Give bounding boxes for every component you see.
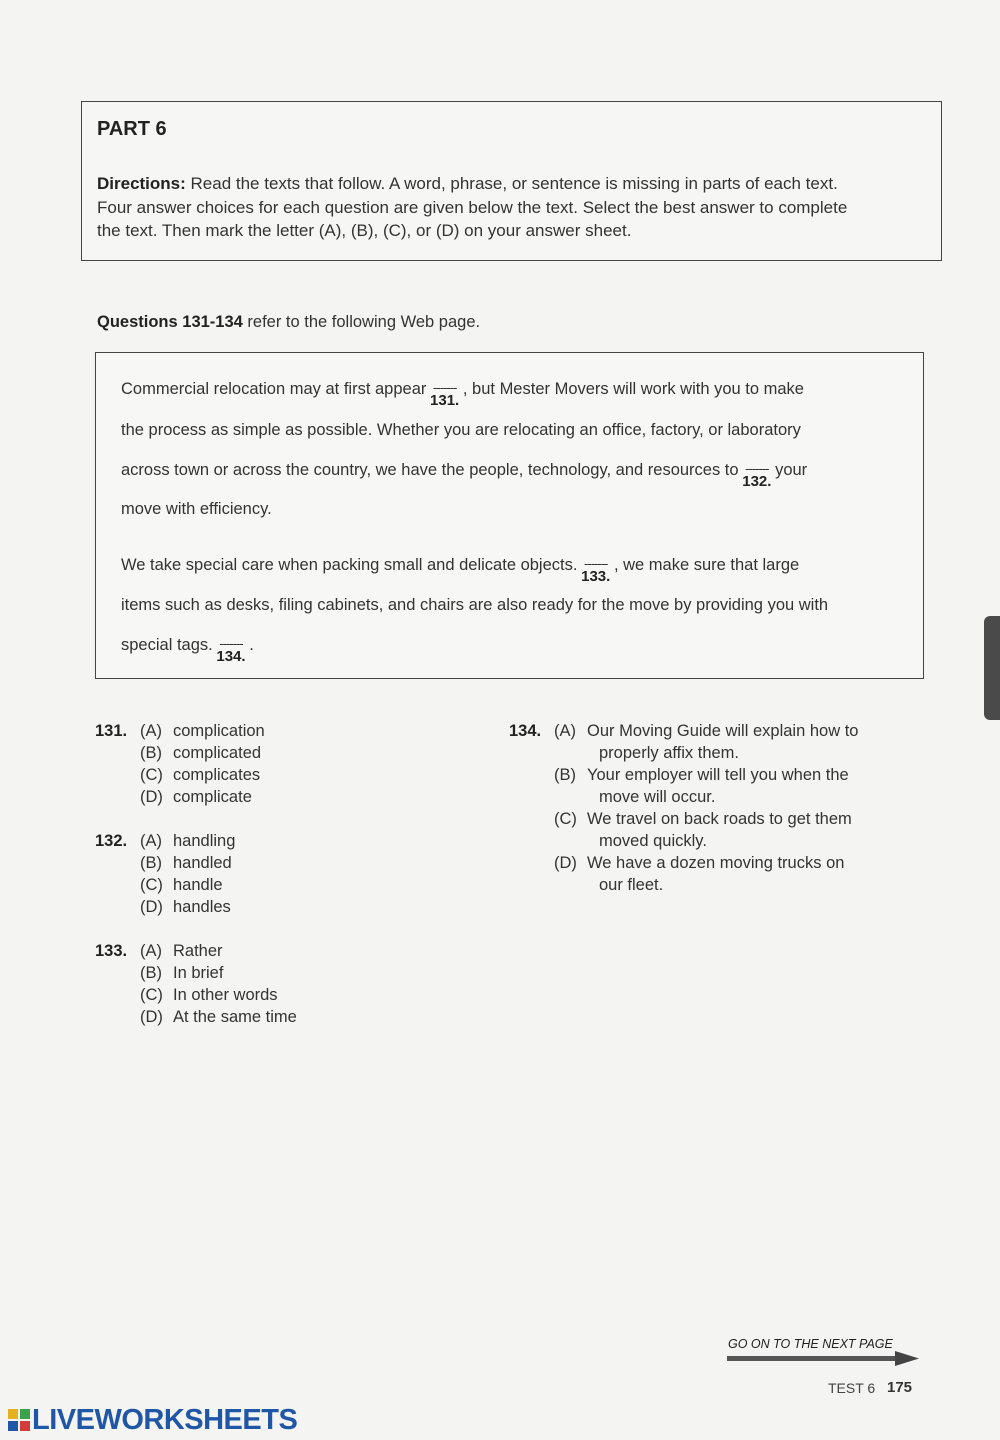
liveworksheets-logo-icon	[8, 1409, 30, 1431]
test-side-tab	[984, 616, 1000, 720]
passage-text: , but Mester Movers will work with you to make	[462, 380, 804, 398]
blank-number: 131.	[430, 392, 460, 409]
option-label[interactable]: (A)	[140, 942, 162, 960]
next-page-arrow-icon	[727, 1351, 919, 1367]
passage-text: , we make sure that large	[613, 556, 800, 574]
blank-131[interactable]	[430, 380, 460, 409]
blank-number: 133.	[581, 568, 611, 585]
passage-text: .	[249, 636, 254, 654]
blank-number: 134.	[216, 648, 246, 665]
passage-text: your	[775, 461, 808, 479]
option-label[interactable]: (D)	[554, 854, 577, 872]
directions-line-3: the text. Then mark the letter (A), (B), (C), or (D) on your answer sheet.	[97, 221, 632, 240]
option-label[interactable]: (B)	[140, 744, 162, 762]
directions-line-2: Four answer choices for each question are given below the text. Select the best answer to complete	[97, 197, 848, 217]
directions-label: Directions:	[97, 174, 186, 193]
option-132-b[interactable]: handled	[173, 854, 232, 872]
option-label[interactable]: (C)	[140, 766, 163, 784]
option-132-a[interactable]: handling	[173, 832, 236, 850]
passage-text: across town or across the country, we have the people, technology, and resources to	[121, 461, 739, 479]
question-131	[95, 720, 395, 808]
option-label[interactable]: (B)	[554, 766, 576, 784]
option-133-b[interactable]: In brief	[173, 964, 224, 982]
question-134	[509, 720, 909, 896]
option-132-d[interactable]: handles	[173, 898, 231, 916]
passage-line-7	[121, 636, 254, 665]
option-133-c[interactable]: In other words	[173, 986, 278, 1004]
option-131-b[interactable]: complicated	[173, 744, 262, 762]
next-page-label: GO ON TO THE NEXT PAGE	[728, 1337, 893, 1351]
question-number: 132.	[95, 832, 128, 850]
part-title: PART 6	[97, 118, 167, 140]
passage-line-2: the process as simple as possible. Whether you are relocating an office, factory, or laboratory	[121, 421, 801, 439]
option-label[interactable]: (C)	[140, 876, 163, 894]
passage-text: special tags.	[121, 636, 213, 654]
blank-133[interactable]	[581, 556, 611, 585]
blank-dashes: -------	[584, 556, 608, 571]
questions-intro	[97, 313, 480, 332]
passage-line-6: items such as desks, filing cabinets, and chairs are also ready for the move by providing you with	[121, 596, 829, 614]
option-134-b[interactable]: Your employer will tell you when the	[587, 766, 849, 784]
blank-dashes: -------	[432, 380, 457, 395]
option-134-d-cont[interactable]: our fleet.	[599, 876, 664, 894]
question-number: 133.	[95, 942, 128, 960]
question-133	[95, 940, 395, 1028]
blank-number: 132.	[742, 473, 772, 490]
questions-intro-text: refer to the following Web page.	[242, 313, 481, 331]
option-132-c[interactable]: handle	[173, 876, 223, 894]
page-number: 175	[887, 1379, 913, 1396]
option-134-b-cont[interactable]: move will occur.	[599, 788, 716, 806]
option-134-a-cont[interactable]: properly affix them.	[599, 744, 740, 762]
question-132	[95, 830, 395, 918]
directions-text	[97, 172, 927, 243]
option-133-d[interactable]: At the same time	[173, 1008, 297, 1026]
option-134-c[interactable]: We travel on back roads to get them	[587, 810, 852, 828]
passage-line-5	[121, 556, 800, 585]
blank-134[interactable]	[216, 636, 246, 665]
option-134-d[interactable]: We have a dozen moving trucks on	[587, 854, 845, 872]
option-label[interactable]: (C)	[140, 986, 163, 1004]
option-131-a[interactable]: complication	[173, 722, 265, 740]
passage-line-1	[121, 380, 804, 409]
blank-dashes: -------	[219, 636, 243, 651]
option-label[interactable]: (B)	[140, 854, 162, 872]
passage-text: We take special care when packing small and delicate objects.	[121, 556, 578, 574]
question-number: 134.	[509, 722, 542, 740]
option-label[interactable]: (B)	[140, 964, 162, 982]
option-134-a[interactable]: Our Moving Guide will explain how to	[587, 722, 859, 740]
option-label[interactable]: (A)	[140, 832, 162, 850]
passage-text: Commercial relocation may at first appear	[121, 380, 427, 398]
option-133-a[interactable]: Rather	[173, 942, 223, 960]
passage-line-4: move with efficiency.	[121, 500, 272, 518]
blank-dashes: -------	[745, 461, 769, 476]
brand-name[interactable]: LIVEWORKSHEETS	[32, 1404, 298, 1436]
option-label[interactable]: (D)	[140, 788, 163, 806]
directions-line-1: Read the texts that follow. A word, phrase, or sentence is missing in parts of each text.	[185, 174, 838, 193]
test-label: TEST 6	[828, 1380, 876, 1396]
option-131-d[interactable]: complicate	[173, 788, 252, 806]
blank-132[interactable]	[742, 461, 772, 490]
option-label[interactable]: (A)	[554, 722, 576, 740]
option-label[interactable]: (A)	[140, 722, 162, 740]
option-label[interactable]: (D)	[140, 898, 163, 916]
option-131-c[interactable]: complicates	[173, 766, 261, 784]
passage-line-3	[121, 461, 808, 490]
option-label[interactable]: (C)	[554, 810, 577, 828]
questions-range: Questions 131-134	[97, 313, 243, 331]
option-label[interactable]: (D)	[140, 1008, 163, 1026]
option-134-c-cont[interactable]: moved quickly.	[599, 832, 707, 850]
question-number: 131.	[95, 722, 128, 740]
